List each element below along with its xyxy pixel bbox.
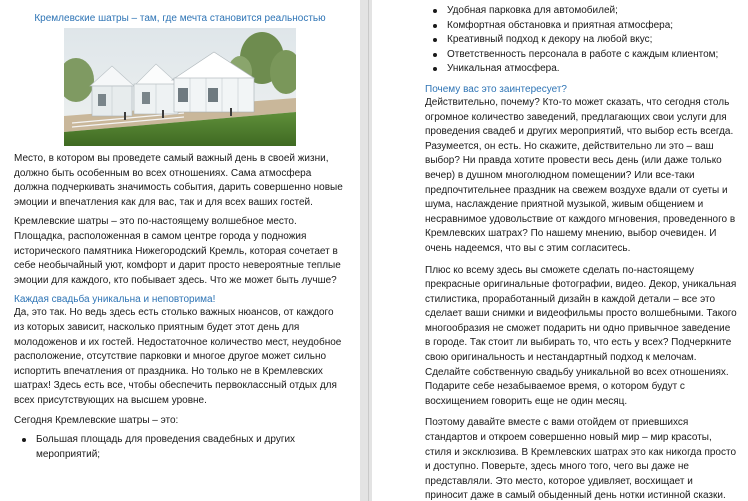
bullet-icon bbox=[433, 67, 437, 71]
list-item-text: Креативный подход к декору на любой вкус; bbox=[447, 34, 653, 46]
tent-illustration bbox=[64, 28, 296, 146]
bullet-icon bbox=[433, 9, 437, 13]
image-caption: Кремлевские шатры – там, где мечта становится реальностью bbox=[34, 13, 326, 24]
list-item-text: Комфортная обстановка и приятная атмосфера; bbox=[447, 19, 674, 31]
right-paragraph-3: Поэтому давайте вместе с вами отойдем от приевшихся стандартов и откроем совершенно новый мир – мир красоты, стиля и эксклюзива. В Кремлевских шатрах это как никогда просто и доступно. Поверьте, здесь много того, чего вы даже не представляли. Это место, которое удивляет, восхищает и приносит даже в самый обыденный день нотки истинной сказки. bbox=[425, 417, 737, 501]
right-section-heading: Почему вас это заинтересует? bbox=[425, 83, 567, 95]
list-item bbox=[425, 62, 738, 77]
list-item bbox=[425, 19, 738, 34]
page-gutter bbox=[360, 0, 372, 501]
bullet-icon bbox=[433, 53, 437, 57]
list-item-text: Удобная парковка для автомобилей; bbox=[447, 5, 618, 16]
list-item-text: Ответственность персонала в работе с каждым клиентом; bbox=[447, 48, 719, 60]
list-item-text: Уникальная атмосфера. bbox=[447, 63, 560, 75]
right-bullet-list bbox=[425, 4, 738, 77]
right-paragraph-2: Плюс ко всему здесь вы сможете сделать по-настоящему прекрасные оригинальные фотографии, видео. Декор, уникальная стилистика, проработанный дизайн в каждой детали – все это сделает ваши снимки и видеофильмы просто волшебными. Такого многообразия не сможет подарить ни одно привычное заведение в городе. Так стоит ли выбирать то, что есть у всех? Подчеркните свою оригинальность и нестандартный подход к мелочам. Сделайте собственную свадьбу уникальной во всех отношениях. Подарите себе незабываемое время, о котором будут с восхищением говорить еще не один месяц. bbox=[425, 264, 737, 407]
left-paragraph-3: Да, это так. Но ведь здесь есть столько важных нюансов, от каждого из которых зависит, насколько приятным будет этот день для молодоженов и их гостей. Недостаточное количество мест, неудобное расположение, отсутствие парковки и многое другое может сильно испортить впечатления от праздника. Но только не в Кремлевских шатрах! Здесь есть все, чтобы обеспечить первоклассный отдых для всех присутствующих на высшем уровне. bbox=[14, 307, 342, 406]
list-item bbox=[425, 33, 738, 48]
bullet-icon bbox=[433, 24, 437, 28]
left-paragraph-4: Сегодня Кремлевские шатры – это: bbox=[14, 414, 179, 426]
list-item bbox=[425, 48, 738, 63]
list-item-text: Большая площадь для проведения свадебных и других мероприятий; bbox=[36, 434, 296, 460]
list-item bbox=[14, 433, 346, 462]
bullet-icon bbox=[22, 438, 26, 442]
document-page-right bbox=[372, 0, 748, 501]
page-divider bbox=[368, 0, 369, 501]
left-bullet-list bbox=[14, 433, 346, 462]
list-item bbox=[425, 4, 738, 19]
right-paragraph-1: Действительно, почему? Кто-то может сказать, что сегодня столь огромное количество заведений, предлагающих свои услуги для проведения свадеб и других мероприятий, что выбор есть всегда. Разумеется, он есть. Но скажите, действительно ли это – ваш выбор? Ни правда хотите провести весь день (или даже только вечер) в душном многолюдном помещении? Или все-таки предпочтительнее праздник на свежем воздухе вдали от суеты и шума, наслаждение приятной музыкой, живым общением и несравнимое удовольствие от каждого мгновения, проведенного в Кремлевских шатрах? По нашему мнению, выбор очевиден. И очень надеемся, что вы с этим согласитесь. bbox=[425, 96, 736, 254]
left-paragraph-1: Место, в котором вы проведете самый важный день в своей жизни, должно быть особенным во всех отношениях. Сама атмосфера должна подчеркивать значимость события, дарить совершенно новые эмоции и впечатления как для вас, так и для всех ваших гостей. bbox=[14, 153, 343, 208]
document-page-left bbox=[0, 0, 360, 501]
bullet-icon bbox=[433, 38, 437, 42]
left-section-heading: Каждая свадьба уникальна и неповторима! bbox=[14, 294, 216, 306]
tent-photo bbox=[64, 28, 296, 146]
left-paragraph-2: Кремлевские шатры – это по-настоящему волшебное место. Площадка, расположенная в самом центре города у подножия исторического памятника Нижегородский Кремль, которая сочетает в себе необычайный уют, комфорт и дарит просто невероятные теплые эмоции для каждого, кто побывает здесь. Что же может быть лучше? bbox=[14, 216, 341, 286]
